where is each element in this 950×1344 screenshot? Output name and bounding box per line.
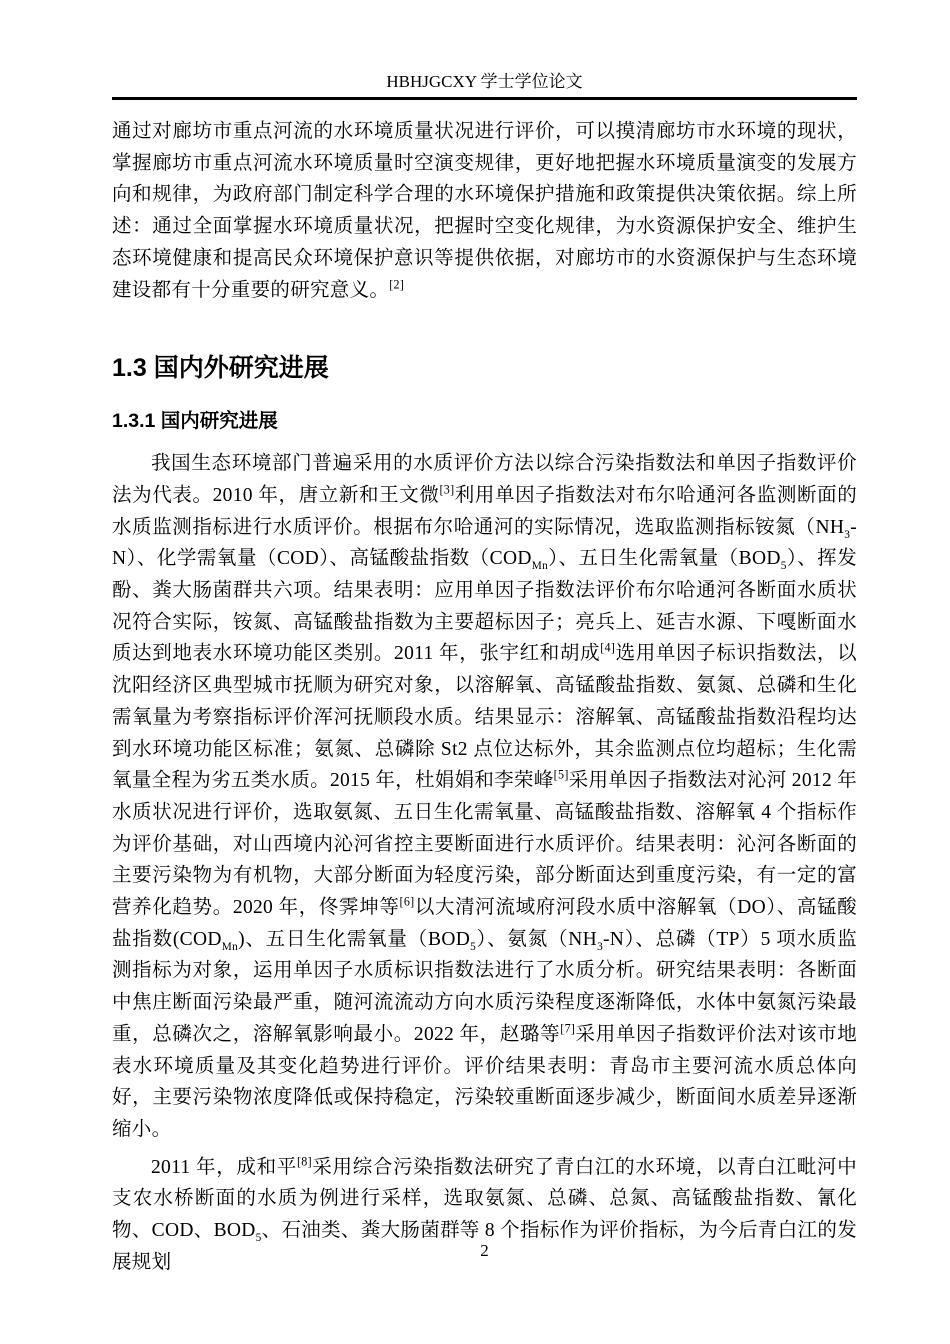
section-heading: 1.3 国内外研究进展 [112, 354, 329, 383]
header-rule [112, 97, 857, 100]
comprehensive-index-paragraph: 2011 年，成和平[8]采用综合污染指数法研究了青白江的水环境，以青白江毗河中支农水桥断面的水质为例进行采样，选取氨氮、总磷、总氮、高锰酸盐指数、氰化物、COD、$BOD_5$、石油类、粪大肠菌群等 8 个指标作为评价指标，为今后青白江的发展规划 [112, 1154, 858, 1273]
running-header-title: HBHJGCXY 学士学位论文 [386, 72, 583, 91]
domestic-research-paragraph: 我国生态环境部门普遍采用的水质评价方法以综合污染指数法和单因子指数评价法为代表。2010 年，唐立新和王文微[3]利用单因子指数法对布尔哈通河各监测断面的水质监测指标进行水质评价。根据布尔哈通河的实际情况，选取监测指标铵氮$(NH_3-N)$、化学需氧量（COD）、高锰酸盐指数$(COD_{Mn})$、五日生化需氧量$(BOD_5)$、挥发酚、粪大肠菌群共六项。结果表明：应用单因子指数法评价布尔哈通河各断面水质状况符合实际，铵氮、高锰酸盐指数为主要超标因子；亮兵上、延吉水源、下嘎断面水质达到地表水环境功能区类别。2011 年，张宇红和胡成[4]选用单因子标识指数法，以沈阳经济区典型城市抚顺为研究对象，以溶解氧、高锰酸盐指数、氨氮、总磷和生化需氧量为考察指标评价浑河抚顺段水质。结果显示：溶解氧、高锰酸盐指数沿程均达到水环境功能区标准；氨氮、总磷除 St2 点位达标外，其余监测点位均超标；生化需氧量全程为劣五类水质。2015 年，杜娟娟和李荣峰[5]采用单因子指数法对沁河 2012 年水质状况进行评价，选取氨氮、五日生化需氧量、高锰酸盐指数、溶解氧 4 个指标作为评价基础，对山西境内沁河省控主要断面进行水质评价。结果表明：沁河各断面的主要污染物为有机物，大部分断面为轻度污染，部分断面达到重度污染，有一定的富营养化趋势。2020 年，佟霁坤等[6]以大清河流域府河段水质中溶解氧（DO）、高锰酸盐指数$(COD_{Mn})$、五日生化需氧量$(BOD_5)$、氨氮$(NH_3-N)$、总磷（TP）5 项水质监测指标为对象，运用单因子水质标识指数法进行了水质分析。研究结果表明：各断面中焦庄断面污染最严重，随河流流动方向水质污染程度逐渐降低，水体中氨氮污染最重，总磷次之，溶解氧影响最小。2022 年，赵璐等[7]采用单因子指数评价法对该市地表水环境质量及其变化趋势进行评价。评价结果表明：青岛市主要河流水质总体向好，主要污染物浓度降低或保持稳定，污染较重断面逐步减少，断面间水质差异逐渐缩小。 [112, 453, 858, 1140]
intro-paragraph: 通过对廊坊市重点河流的水环境质量状况进行评价，可以摸清廊坊市水环境的现状，掌握廊坊市重点河流水环境质量时空演变规律，更好地把握水环境质量演变的发展方向和规律，为政府部门制定科学合理的水环境保护措施和政策提供决策依据。综上所述：通过全面掌握水环境质量状况，把握时空变化规律，为水资源保护安全、维护生态环境健康和提高民众环境保护意识等提供依据，对廊坊市的水资源保护与生态环境建设都有十分重要的研究意义。[2] [112, 121, 857, 301]
page-number: 2 [480, 1241, 489, 1260]
subsection-heading: 1.3.1 国内研究进展 [112, 410, 278, 433]
page-content [112, 0, 857, 1279]
